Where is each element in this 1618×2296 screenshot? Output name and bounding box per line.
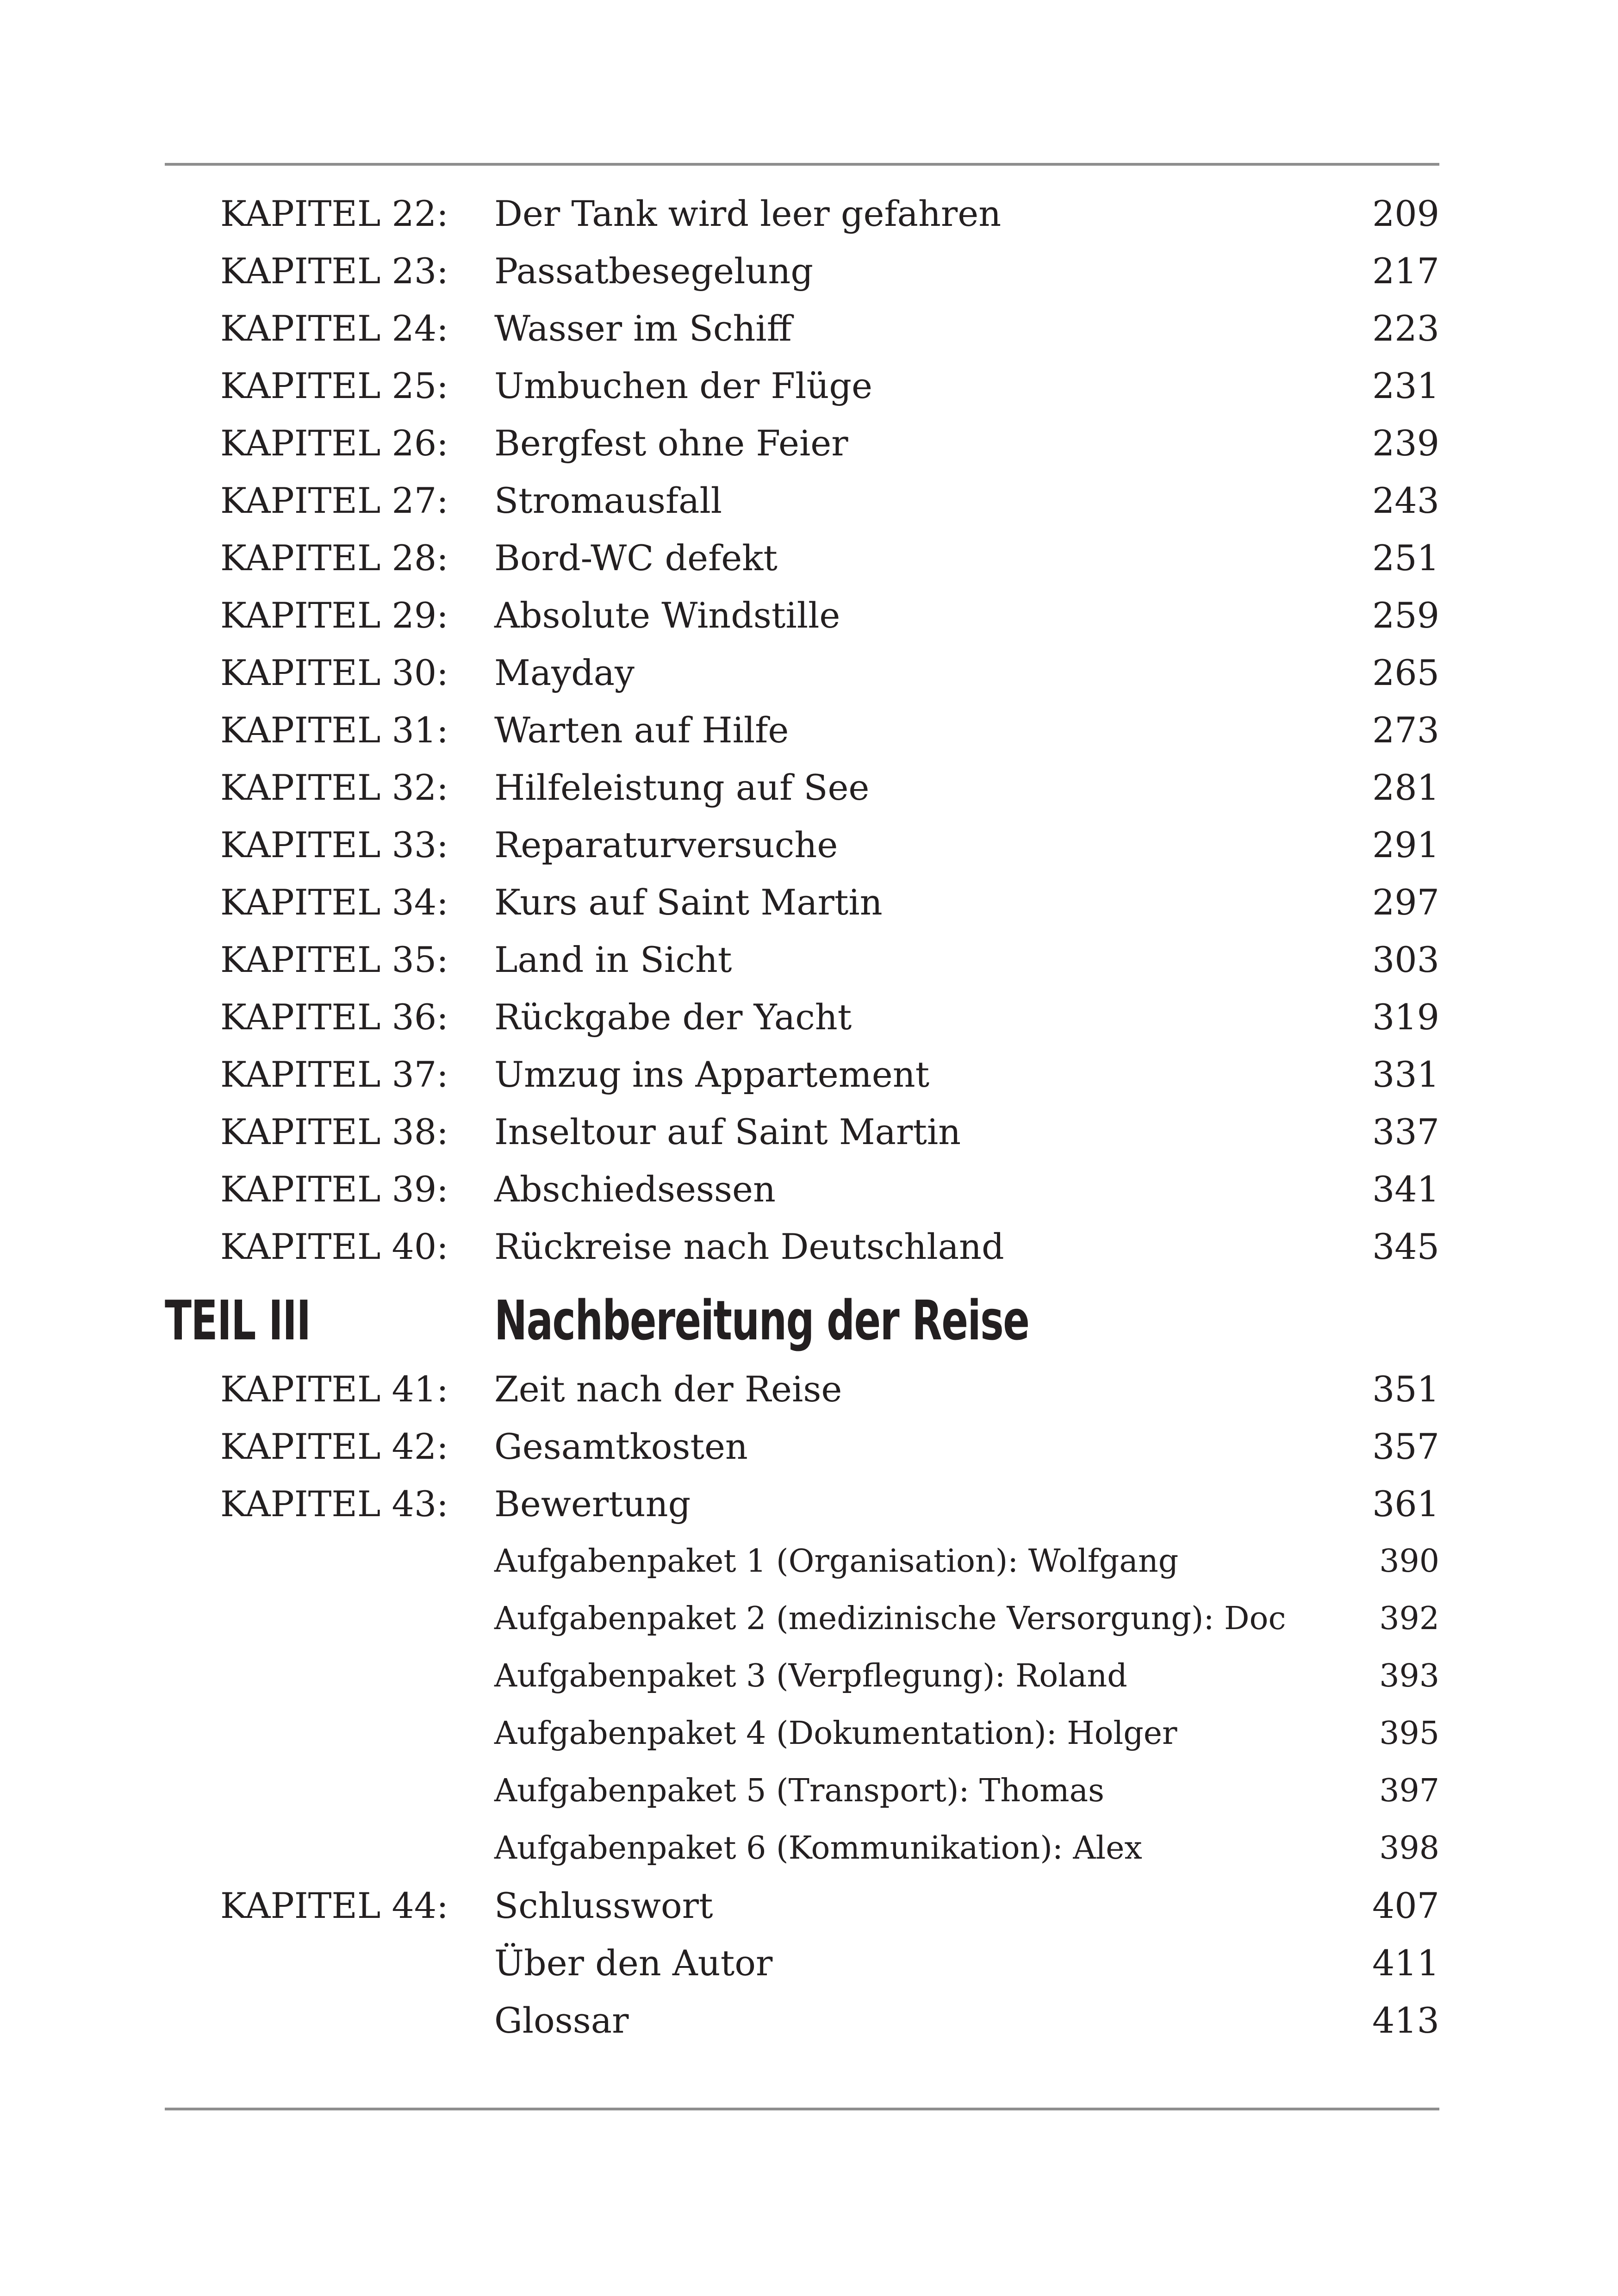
chapter-label: KAPITEL 35: xyxy=(220,939,448,980)
toc-entry[interactable] xyxy=(0,357,1618,415)
page-number: 351 xyxy=(1372,1369,1439,1410)
chapter-label: KAPITEL 26: xyxy=(220,423,448,464)
toc-entry[interactable] xyxy=(0,300,1618,357)
page-number: 297 xyxy=(1372,882,1439,923)
chapter-title: Zeit nach der Reise xyxy=(494,1369,842,1410)
page-number: 390 xyxy=(1379,1543,1439,1580)
toc-entry[interactable] xyxy=(0,587,1618,644)
page-number: 239 xyxy=(1372,423,1439,464)
page-number: 265 xyxy=(1372,652,1439,693)
toc-entry[interactable] xyxy=(0,1218,1618,1276)
toc-entry[interactable] xyxy=(0,1361,1618,1418)
chapter-title: Aufgabenpaket 1 (Organisation): Wolfgang xyxy=(494,1543,1179,1580)
toc-subentry[interactable] xyxy=(0,1648,1618,1705)
toc-entry[interactable] xyxy=(0,1992,1618,2049)
toc-subentry[interactable] xyxy=(0,1820,1618,1877)
chapter-title: Glossar xyxy=(494,2000,629,2041)
chapter-title: Hilfeleistung auf See xyxy=(494,767,870,808)
chapter-label: KAPITEL 24: xyxy=(220,308,448,349)
page-number: 357 xyxy=(1372,1426,1439,1467)
chapter-label: KAPITEL 41: xyxy=(220,1369,448,1410)
chapter-label: KAPITEL 27: xyxy=(220,480,448,521)
page-number: 413 xyxy=(1372,2000,1439,2041)
chapter-label: KAPITEL 38: xyxy=(220,1111,448,1152)
chapter-label: KAPITEL 31: xyxy=(220,709,448,751)
chapter-label: KAPITEL 28: xyxy=(220,537,448,579)
chapter-title: Rückreise nach Deutschland xyxy=(494,1226,1004,1267)
toc-entry[interactable] xyxy=(0,1161,1618,1218)
toc-entry[interactable] xyxy=(0,1103,1618,1161)
chapter-title: Inseltour auf Saint Martin xyxy=(494,1111,961,1152)
toc-subentry[interactable] xyxy=(0,1762,1618,1820)
page-number: 411 xyxy=(1372,1942,1439,1984)
chapter-label: KAPITEL 39: xyxy=(220,1169,448,1210)
page-number: 291 xyxy=(1372,824,1439,865)
part-heading[interactable] xyxy=(0,1276,1618,1364)
page-number: 217 xyxy=(1372,250,1439,292)
chapter-label: KAPITEL 23: xyxy=(220,250,448,292)
chapter-title: Aufgabenpaket 5 (Transport): Thomas xyxy=(494,1773,1105,1809)
page-number: 319 xyxy=(1372,996,1439,1038)
page-number: 341 xyxy=(1372,1169,1439,1210)
chapter-title: Bergfest ohne Feier xyxy=(494,423,848,464)
chapter-title: Land in Sicht xyxy=(494,939,732,980)
chapter-title: Stromausfall xyxy=(494,480,722,521)
chapter-label: KAPITEL 40: xyxy=(220,1226,448,1267)
chapter-label: KAPITEL 33: xyxy=(220,824,448,865)
chapter-title: Aufgabenpaket 3 (Verpflegung): Roland xyxy=(494,1658,1127,1694)
toc-subentry[interactable] xyxy=(0,1590,1618,1648)
toc-entry[interactable] xyxy=(0,816,1618,874)
chapter-label: KAPITEL 34: xyxy=(220,882,448,923)
chapter-title: Der Tank wird leer gefahren xyxy=(494,193,1002,234)
page-number: 251 xyxy=(1372,537,1439,579)
page-number: 259 xyxy=(1372,595,1439,636)
toc-entry[interactable] xyxy=(0,1046,1618,1103)
page-number: 407 xyxy=(1372,1885,1439,1926)
chapter-title: Mayday xyxy=(494,652,635,693)
toc-entry[interactable] xyxy=(0,529,1618,587)
chapter-title: Bord-WC defekt xyxy=(494,537,778,579)
chapter-label: KAPITEL 32: xyxy=(220,767,448,808)
part-title: Nachbereitung der Reise xyxy=(494,1288,1029,1352)
page-number: 345 xyxy=(1372,1226,1439,1267)
page-number: 361 xyxy=(1372,1483,1439,1524)
chapter-title: Warten auf Hilfe xyxy=(494,709,789,751)
page-number: 393 xyxy=(1379,1658,1439,1694)
toc-entry[interactable] xyxy=(0,1877,1618,1935)
page-number: 209 xyxy=(1372,193,1439,234)
chapter-label: KAPITEL 22: xyxy=(220,193,448,234)
toc-entry[interactable] xyxy=(0,702,1618,759)
toc-entry[interactable] xyxy=(0,644,1618,702)
chapter-title: Schlusswort xyxy=(494,1885,713,1926)
chapter-title: Bewertung xyxy=(494,1483,691,1524)
toc-entry[interactable] xyxy=(0,1418,1618,1475)
chapter-label: KAPITEL 37: xyxy=(220,1054,448,1095)
chapter-label: KAPITEL 29: xyxy=(220,595,448,636)
page-number: 281 xyxy=(1372,767,1439,808)
chapter-title: Aufgabenpaket 2 (medizinische Versorgung): Doc xyxy=(494,1600,1286,1637)
toc-entry[interactable] xyxy=(0,472,1618,529)
page-number: 398 xyxy=(1379,1830,1439,1867)
chapter-title: Umzug ins Appartement xyxy=(494,1054,930,1095)
page-number: 395 xyxy=(1379,1715,1439,1752)
toc-entry[interactable] xyxy=(0,415,1618,472)
chapter-title: Reparaturversuche xyxy=(494,824,838,865)
chapter-title: Über den Autor xyxy=(494,1942,773,1984)
toc-entry[interactable] xyxy=(0,989,1618,1046)
toc-entry[interactable] xyxy=(0,874,1618,931)
chapter-title: Kurs auf Saint Martin xyxy=(494,882,883,923)
chapter-title: Aufgabenpaket 6 (Kommunikation): Alex xyxy=(494,1830,1142,1867)
chapter-label: KAPITEL 30: xyxy=(220,652,448,693)
toc-subentry[interactable] xyxy=(0,1705,1618,1762)
toc-entry[interactable] xyxy=(0,1935,1618,1992)
page-number: 231 xyxy=(1372,365,1439,406)
toc-entry[interactable] xyxy=(0,1475,1618,1533)
chapter-label: KAPITEL 43: xyxy=(220,1483,448,1524)
toc-subentry[interactable] xyxy=(0,1533,1618,1590)
chapter-title: Umbuchen der Flüge xyxy=(494,365,873,406)
chapter-label: KAPITEL 25: xyxy=(220,365,448,406)
chapter-title: Gesamtkosten xyxy=(494,1426,748,1467)
chapter-label: KAPITEL 44: xyxy=(220,1885,448,1926)
chapter-title: Passatbesegelung xyxy=(494,250,813,292)
page-number: 303 xyxy=(1372,939,1439,980)
chapter-label: KAPITEL 36: xyxy=(220,996,448,1038)
chapter-title: Abschiedsessen xyxy=(494,1169,776,1210)
page-number: 392 xyxy=(1379,1600,1439,1637)
page-number: 273 xyxy=(1372,709,1439,751)
chapter-title: Aufgabenpaket 4 (Dokumentation): Holger xyxy=(494,1715,1177,1752)
part-label: TEIL III xyxy=(165,1288,311,1352)
page-number: 243 xyxy=(1372,480,1439,521)
bottom-divider xyxy=(165,2108,1439,2110)
top-divider xyxy=(165,163,1439,166)
toc-entry[interactable] xyxy=(0,759,1618,816)
toc-entry[interactable] xyxy=(0,243,1618,300)
page-number: 397 xyxy=(1379,1773,1439,1809)
page-number: 223 xyxy=(1372,308,1439,349)
chapter-label: KAPITEL 42: xyxy=(220,1426,448,1467)
toc-entry[interactable] xyxy=(0,185,1618,243)
page-number: 337 xyxy=(1372,1111,1439,1152)
chapter-title: Absolute Windstille xyxy=(494,595,840,636)
page-number: 331 xyxy=(1372,1054,1439,1095)
chapter-title: Wasser im Schiff xyxy=(494,308,792,349)
toc-entry[interactable] xyxy=(0,931,1618,989)
chapter-title: Rückgabe der Yacht xyxy=(494,996,852,1038)
